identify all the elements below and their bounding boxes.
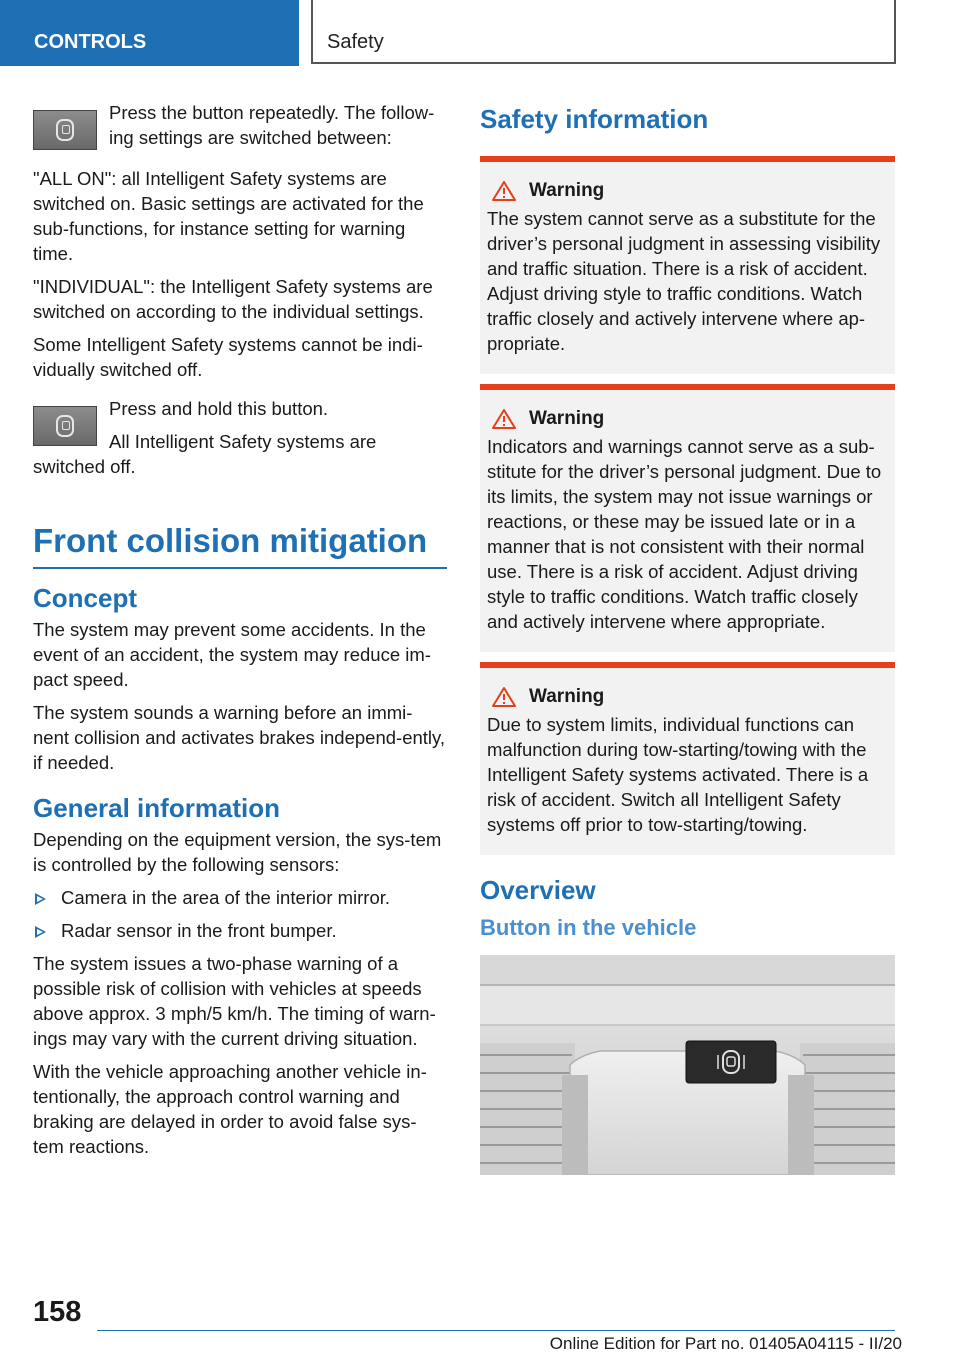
warning-text: Due to system limits, individual functions can malfunction during tow-starting/towing with the Intelligent Safety systems activated. There is a risk of accident. Switch all Intelligent Safety systems off prior to tow-starting/towing. — [487, 714, 869, 835]
warning-triangle-icon — [491, 180, 517, 202]
warning-triangle-icon — [491, 408, 517, 430]
intelligent-safety-button-icon — [33, 110, 97, 150]
edition-text: Online Edition for Part no. 01405A04115 - II/20 — [549, 1334, 902, 1353]
warning-box — [480, 156, 895, 374]
safety-info-heading: Safety information — [480, 104, 709, 134]
button-in-vehicle-heading: Button in the vehicle — [480, 915, 697, 940]
vehicle-button-photo — [480, 955, 895, 1175]
intelligent-safety-button-icon — [33, 406, 97, 446]
list-item: Radar sensor in the front bumper. — [33, 918, 447, 943]
some-systems-paragraph: Some Intelligent Safety systems cannot be indi-vidually switched off. — [33, 334, 423, 380]
warning-triangle-icon — [491, 686, 517, 708]
warning-title: Warning — [529, 408, 605, 429]
footer-rule — [97, 1330, 895, 1331]
button-description-1 — [33, 100, 447, 158]
right-column — [480, 100, 895, 1175]
left-column — [33, 100, 447, 1167]
all-on-paragraph: "ALL ON": all Intelligent Safety systems are switched on. Basic settings are activated for the sub-functions, for instance setting for warning time. — [33, 168, 424, 264]
press-hold-text: Press and hold this button. — [109, 398, 329, 419]
section-tab: CONTROLS — [0, 0, 299, 66]
warning-box — [480, 662, 895, 855]
page-number: 158 — [33, 1296, 82, 1328]
section-heading: Front collision mitigation — [33, 521, 447, 569]
bullet-triangle-icon — [35, 926, 46, 938]
bullet-triangle-icon — [35, 893, 46, 905]
button-repeat-text: Press the button repeatedly. The follow-ing settings are switched between: — [109, 102, 435, 148]
concept-paragraph-2: The system sounds a warning before an immi-nent collision and activates brakes independ-ently, if needed. — [33, 702, 446, 773]
page-header — [0, 0, 960, 66]
warning-title: Warning — [529, 180, 605, 201]
button-description-2 — [33, 396, 447, 487]
general-paragraph-3: With the vehicle approaching another vehicle in-tentionally, the approach control warning and braking are delayed in order to avoid false sys-tem reactions. — [33, 1061, 427, 1157]
concept-paragraph-1: The system may prevent some accidents. In the event of an accident, the system may reduce im-pact speed. — [33, 619, 431, 690]
general-paragraph-2: The system issues a two-phase warning of a possible risk of collision with vehicles at speeds above approx. 3 mph/5 km/h. The timing of warn-ings may vary with the current driving situation. — [33, 953, 436, 1049]
warning-box — [480, 384, 895, 652]
dashboard-illustration — [480, 955, 895, 1175]
all-off-text: All Intelligent Safety systems are switched off. — [33, 431, 377, 477]
individual-paragraph: "INDIVIDUAL": the Intelligent Safety systems are switched on according to the individual settings. — [33, 276, 433, 322]
warning-text: Indicators and warnings cannot serve as a sub-stitute for the driver’s personal judgment. Due to its limits, the system may not issue warnings or reactions, or these may be issued late or in a manner that is not consistent with their normal use. There is a risk of accident. Adjust driving style to traffic conditions. Watch traffic closely and actively intervene where appropriate. — [487, 436, 882, 632]
warning-text: The system cannot serve as a substitute for the driver’s personal judgment in assessing visibility and traffic situation. There is a risk of accident. Adjust driving style to traffic conditions. Watch traffic closely and actively intervene where ap-propriate. — [487, 208, 881, 354]
warning-title: Warning — [529, 686, 605, 707]
general-info-heading: General information — [33, 793, 281, 823]
concept-heading: Concept — [33, 583, 137, 613]
chapter-title: Safety — [311, 0, 896, 64]
general-paragraph-1: Depending on the equipment version, the sys-tem is controlled by the following sensors: — [33, 829, 442, 875]
sensor-list — [33, 885, 447, 943]
overview-heading: Overview — [480, 875, 596, 905]
list-item: Camera in the area of the interior mirror. — [33, 885, 447, 910]
